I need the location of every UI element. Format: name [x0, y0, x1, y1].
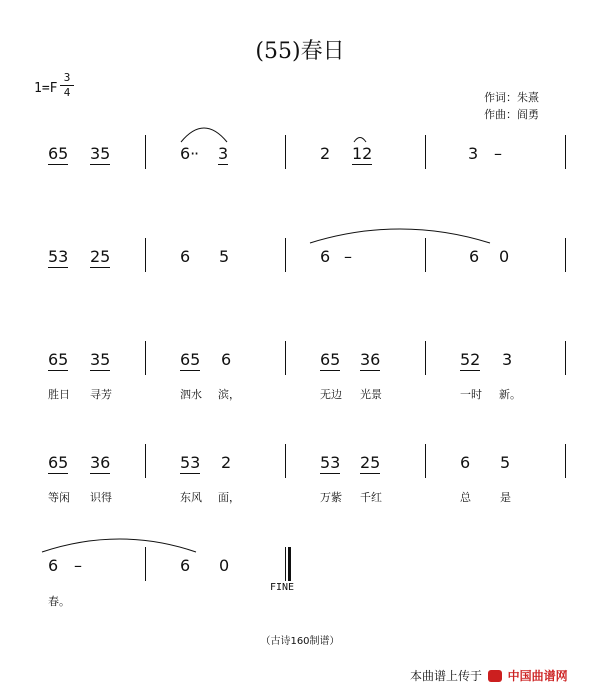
note-group: 12	[352, 144, 373, 163]
editor-note: （古诗160制谱）	[260, 636, 340, 647]
tie	[310, 229, 490, 243]
note-group: 25	[90, 247, 111, 266]
slur	[181, 128, 227, 142]
lyric: 寻芳	[90, 388, 112, 401]
lyricist-credit: 作词：朱熹	[484, 91, 539, 104]
note-group: 35	[90, 350, 111, 369]
lyric: 东风	[180, 491, 202, 504]
note-group: 65	[48, 350, 69, 369]
lyric: 千红	[360, 491, 382, 504]
lyric: 万紫	[320, 491, 342, 504]
lyric: 泗水	[180, 388, 202, 401]
composer-credit: 作曲：阎勇	[484, 108, 539, 121]
note-group: 6·	[180, 144, 196, 163]
lyric: 一时	[460, 388, 482, 401]
lyric: 新。	[499, 388, 521, 401]
note-group: 3	[218, 144, 229, 163]
footer-brand: 中国曲谱网	[507, 669, 568, 683]
lyric: 等闲	[48, 491, 70, 504]
note-group: 53	[180, 453, 201, 472]
note-group: 52	[460, 350, 481, 369]
fine-marking: FINE	[270, 582, 295, 593]
lyric: 是	[500, 491, 511, 504]
note-group: 6	[180, 556, 191, 575]
footer-credit	[410, 667, 568, 684]
note-group: 53	[320, 453, 341, 472]
lyric: 面，	[218, 491, 240, 504]
tie	[42, 539, 196, 552]
note-group: 35	[90, 144, 111, 163]
note-group: 36	[90, 453, 111, 472]
note-group: 65	[48, 144, 69, 163]
note-group: 3	[502, 350, 513, 369]
slur	[354, 138, 366, 143]
note-group: 6	[320, 247, 331, 266]
note-group: –	[494, 144, 502, 163]
lyric: 总	[460, 491, 471, 504]
note-group: 6	[460, 453, 471, 472]
lyric: 滨，	[218, 388, 240, 401]
lyric: 无边	[320, 388, 342, 401]
lyric: 识得	[90, 491, 112, 504]
note-group: 25	[360, 453, 381, 472]
site-logo-icon	[488, 670, 502, 682]
note-group: –	[344, 247, 352, 266]
key-signature: 1=F	[34, 81, 58, 96]
time-signature-bottom: 4	[63, 86, 71, 99]
footer-text: 本曲谱上传于	[410, 669, 483, 683]
augmentation-dot: ·	[194, 144, 200, 163]
note-group: 36	[360, 350, 381, 369]
lyric: 胜日	[48, 388, 70, 401]
note-group: –	[74, 556, 82, 575]
lyric: 光景	[360, 388, 382, 401]
note-group: 65	[320, 350, 341, 369]
note-group: 2	[221, 453, 232, 472]
note-group: 65	[180, 350, 201, 369]
note-group: 0	[219, 556, 230, 575]
note-group: 2	[320, 144, 331, 163]
note-group: 6	[469, 247, 480, 266]
lyric: 春。	[48, 595, 70, 608]
time-signature-top: 3	[63, 71, 71, 84]
note-group: 3	[468, 144, 479, 163]
note-group: 53	[48, 247, 69, 266]
note-group: 65	[48, 453, 69, 472]
note-group: 0	[499, 247, 510, 266]
note-group: 5	[500, 453, 511, 472]
note-group: 6	[48, 556, 59, 575]
note-group: 5	[219, 247, 230, 266]
page-title: (55)春日	[255, 39, 345, 64]
note-group: 6	[221, 350, 232, 369]
note-group: 6	[180, 247, 191, 266]
